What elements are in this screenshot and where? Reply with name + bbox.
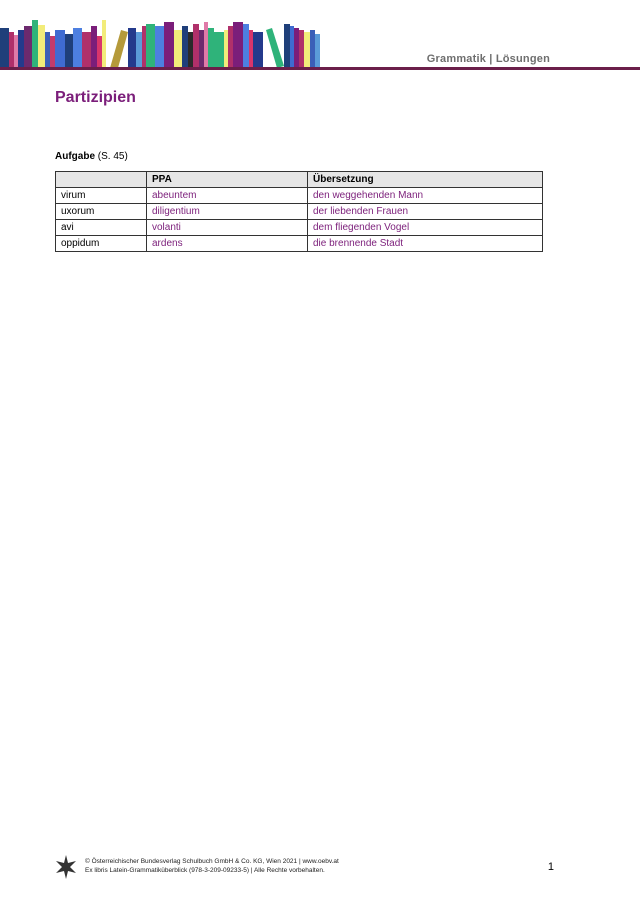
task-label: Aufgabe xyxy=(55,151,95,162)
ppa-form: ardens xyxy=(147,236,308,252)
page-title: Partizipien xyxy=(55,89,136,106)
latin-noun: uxorum xyxy=(56,204,147,220)
table-row xyxy=(56,220,543,236)
footer xyxy=(55,855,575,885)
task-reference: (S. 45) xyxy=(97,151,128,162)
participle-table xyxy=(55,171,543,252)
translation: der liebenden Frauen xyxy=(308,204,543,220)
task-heading xyxy=(55,151,128,162)
copyright-text xyxy=(85,857,339,875)
ppa-form: volanti xyxy=(147,220,308,236)
ppa-form: abeuntem xyxy=(147,188,308,204)
section-label: Grammatik | Lösungen xyxy=(426,53,550,65)
copyright-line-1: © Österreichischer Bundesverlag Schulbuch GmbH & Co. KG, Wien 2021 | www.oebv.at xyxy=(85,858,339,865)
translation: die brennende Stadt xyxy=(308,236,543,252)
header-cell-ppa: PPA xyxy=(147,172,308,188)
header-rule xyxy=(0,67,640,70)
table-header-row xyxy=(56,172,543,188)
page-number: 1 xyxy=(547,861,554,873)
latin-noun: virum xyxy=(56,188,147,204)
translation: den weggehenden Mann xyxy=(308,188,543,204)
translation: dem fliegenden Vogel xyxy=(308,220,543,236)
table-row xyxy=(56,236,543,252)
latin-noun: avi xyxy=(56,220,147,236)
table-row xyxy=(56,204,543,220)
latin-noun: oppidum xyxy=(56,236,147,252)
ppa-form: diligentium xyxy=(147,204,308,220)
bookshelf-banner-graphic xyxy=(0,0,330,70)
header-cell-translation: Übersetzung xyxy=(308,172,543,188)
header-cell-blank xyxy=(56,172,147,188)
table-row xyxy=(56,188,543,204)
publisher-logo-icon xyxy=(55,855,77,879)
copyright-line-2: Ex libris Latein-Grammatiküberblick (978-3-209-09233-5) | Alle Rechte vorbehalten. xyxy=(85,867,325,874)
